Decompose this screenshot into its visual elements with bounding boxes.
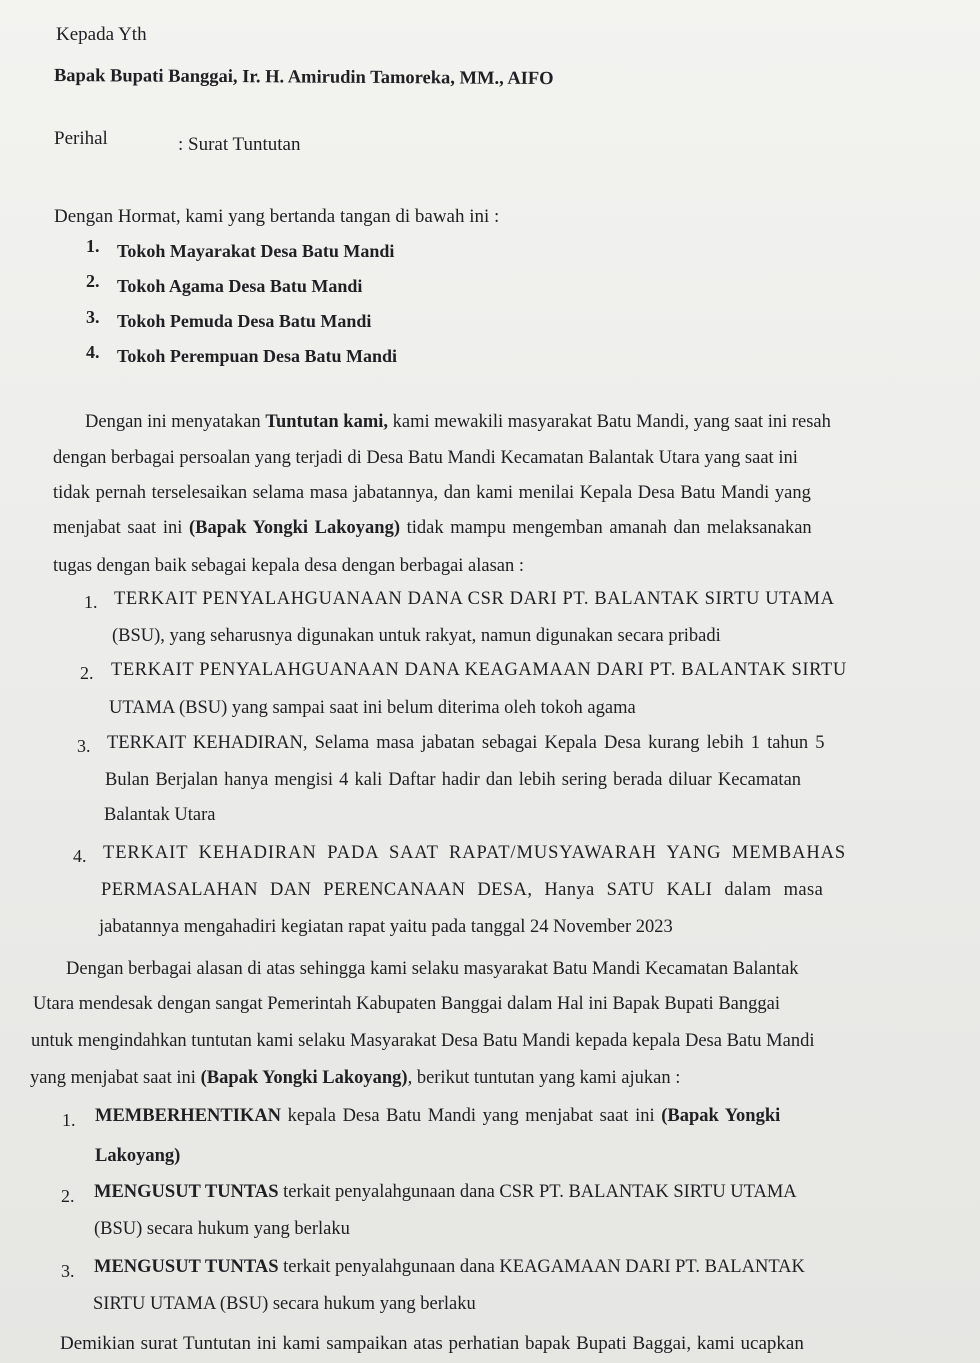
text-run-bold: MENGUSUT TUNTAS bbox=[94, 1257, 279, 1277]
demand-line bbox=[94, 1182, 797, 1203]
demand-line: (BSU) secara hukum yang berlaku bbox=[94, 1219, 350, 1239]
text-run: terkait penyalahgunaan dana CSR PT. BALANTAK SIRTU UTAMA bbox=[278, 1182, 797, 1202]
text-run: menjabat saat ini bbox=[53, 518, 189, 538]
closing-line: Demikian surat Tuntutan ini kami sampaikan atas perhatian bapak Bupati Baggai, kami ucapkan bbox=[60, 1333, 804, 1354]
signatory-item: Tokoh Mayarakat Desa Batu Mandi bbox=[117, 241, 395, 261]
text-run-bold: MEMBERHENTIKAN bbox=[95, 1106, 282, 1126]
text-run: kami mewakili masyarakat Batu Mandi, yang saat ini resah bbox=[388, 412, 831, 432]
paragraph-line: Dengan berbagai alasan di atas sehingga kami selaku masyarakat Batu Mandi Kecamatan Balantak bbox=[66, 959, 799, 979]
text-run-bold: (Bapak Yongki bbox=[661, 1106, 781, 1126]
paragraph-line: Utara mendesak dengan sangat Pemerintah Kabupaten Banggai dalam Hal ini Bapak Bupati Banggai bbox=[33, 994, 780, 1014]
text-run: tidak mampu mengemban amanah dan melaksanakan bbox=[399, 518, 812, 538]
text-run: Dengan ini menyatakan bbox=[85, 412, 266, 432]
list-number: 2. bbox=[61, 1186, 75, 1206]
demand-line bbox=[94, 1257, 805, 1278]
text-run: , berikut tuntutan yang kami ajukan : bbox=[407, 1068, 681, 1088]
paragraph-line: tugas dengan baik sebagai kepala desa dengan berbagai alasan : bbox=[53, 556, 525, 576]
paragraph-line bbox=[30, 1068, 680, 1089]
text-run: kepala Desa Batu Mandi yang menjabat saat ini bbox=[281, 1106, 662, 1126]
reason-line: Bulan Berjalan hanya mengisi 4 kali Daftar hadir dan lebih sering berada diluar Kecamatan bbox=[105, 770, 802, 790]
paragraph-line bbox=[53, 518, 812, 539]
list-number: 1. bbox=[86, 236, 100, 256]
reason-line: TERKAIT KEHADIRAN, Selama masa jabatan sebagai Kepala Desa kurang lebih 1 tahun 5 bbox=[107, 733, 825, 753]
signatory-item: Tokoh Agama Desa Batu Mandi bbox=[117, 276, 363, 296]
text-run: yang menjabat saat ini bbox=[30, 1068, 201, 1088]
demand-line: Lakoyang) bbox=[95, 1146, 181, 1166]
list-number: 4. bbox=[73, 846, 87, 866]
list-number: 2. bbox=[86, 271, 100, 291]
signatory-item: Tokoh Pemuda Desa Batu Mandi bbox=[117, 311, 372, 331]
reason-line: UTAMA (BSU) yang sampai saat ini belum diterima oleh tokoh agama bbox=[109, 698, 636, 718]
addressee-salutation: Kepada Yth bbox=[56, 24, 147, 45]
reason-line: TERKAIT PENYALAHGUANAAN DANA KEAGAMAAN DARI PT. BALANTAK SIRTU bbox=[111, 660, 847, 680]
reason-line: Balantak Utara bbox=[104, 805, 216, 825]
reason-line: PERMASALAHAN DAN PERENCANAAN DESA, Hanya SATU KALI dalam masa bbox=[101, 880, 824, 900]
reason-line: TERKAIT KEHADIRAN PADA SAAT RAPAT/MUSYAWARAH YANG MEMBAHAS bbox=[103, 843, 847, 863]
reason-line: TERKAIT PENYALAHGUANAAN DANA CSR DARI PT. BALANTAK SIRTU UTAMA bbox=[114, 589, 835, 609]
list-number: 1. bbox=[84, 592, 98, 612]
list-number: 2. bbox=[80, 663, 94, 683]
recipient-name: Bapak Bupati Banggai, Ir. H. Amirudin Tamoreka, MM., AIFO bbox=[53, 66, 554, 90]
text-run-bold: Tuntutan kami, bbox=[265, 412, 389, 432]
list-number: 3. bbox=[61, 1261, 75, 1281]
list-number: 4. bbox=[86, 342, 100, 362]
reason-line: jabatannya mengahadiri kegiatan rapat yaitu pada tanggal 24 November 2023 bbox=[99, 917, 673, 937]
demand-line bbox=[95, 1106, 780, 1127]
subject-label: Perihal bbox=[54, 128, 108, 149]
demand-line: SIRTU UTAMA (BSU) secara hukum yang berlaku bbox=[93, 1294, 476, 1314]
signatory-item: Tokoh Perempuan Desa Batu Mandi bbox=[117, 346, 398, 366]
opening-line: Dengan Hormat, kami yang bertanda tangan di bawah ini : bbox=[54, 206, 500, 227]
paragraph-line: tidak pernah terselesaikan selama masa jabatannya, dan kami menilai Kepala Desa Batu Mandi yang bbox=[53, 483, 811, 503]
reason-line: (BSU), yang seharusnya digunakan untuk rakyat, namun digunakan secara pribadi bbox=[112, 626, 721, 646]
text-run-bold: (Bapak Yongki Lakoyang) bbox=[200, 1068, 408, 1088]
subject-value: : Surat Tuntutan bbox=[178, 134, 301, 155]
text-run: terkait penyalahgunaan dana KEAGAMAAN DARI PT. BALANTAK bbox=[278, 1257, 805, 1277]
paragraph-line: untuk mengindahkan tuntutan kami selaku Masyarakat Desa Batu Mandi kepada kepala Desa Batu Mandi bbox=[31, 1031, 815, 1051]
list-number: 1. bbox=[62, 1110, 76, 1130]
text-run-bold: MENGUSUT TUNTAS bbox=[94, 1182, 279, 1202]
list-number: 3. bbox=[77, 736, 91, 756]
paragraph-line: dengan berbagai persoalan yang terjadi di Desa Batu Mandi Kecamatan Balantak Utara yang saat ini bbox=[53, 448, 798, 468]
list-number: 3. bbox=[86, 307, 100, 327]
text-run-bold: (Bapak Yongki Lakoyang) bbox=[188, 518, 400, 538]
paragraph-line bbox=[85, 412, 831, 433]
